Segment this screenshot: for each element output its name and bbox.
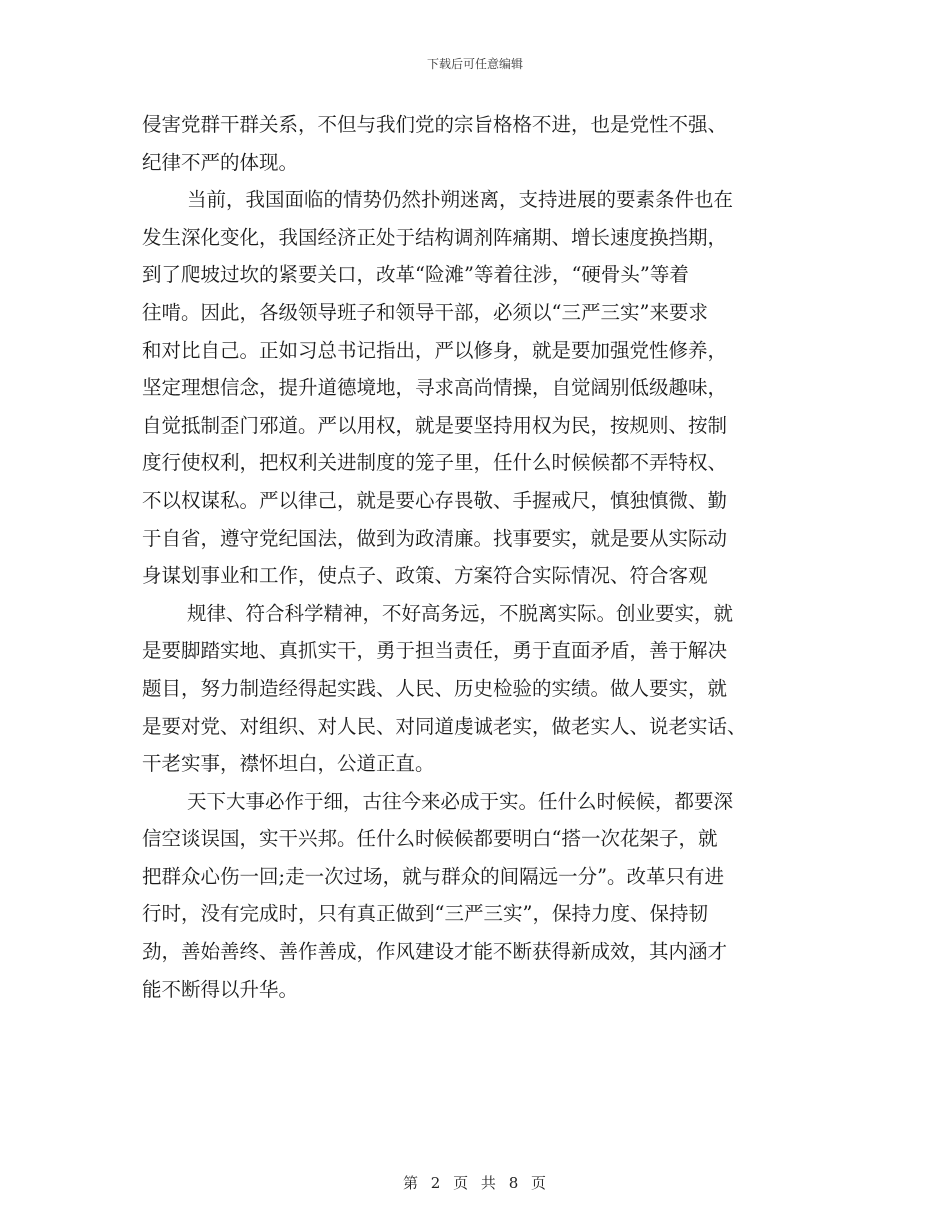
document-body bbox=[142, 106, 810, 1008]
text-line: 行时，没有完成时，只有真正做到“三严三实”，保持力度、保持韧 bbox=[142, 902, 708, 926]
text-line: 自觉抵制歪门邪道。严以用权，就是要坚持用权为民，按规则、按制 bbox=[142, 413, 728, 437]
text-line: 纪律不严的体现。 bbox=[142, 150, 299, 174]
page-header: 下载后可任意编辑 bbox=[426, 57, 523, 71]
text-line: 坚定理想信念，提升道德境地，寻求高尚情操，自觉阔别低级趣味， bbox=[142, 376, 728, 400]
text-line: 信空谈误国，实干兴邦。任什么时候候都要明白“搭一次花架子，就 bbox=[142, 827, 718, 851]
footer-word-ye: 页 bbox=[453, 1174, 470, 1192]
text-line: 和对比自己。正如习总书记指出，严以修身，就是要加强党性修养， bbox=[142, 338, 728, 362]
text-line: 题目，努力制造经得起实践、人民、历史检验的实绩。做人要实，就 bbox=[142, 676, 728, 700]
text-line: 规律、符合科学精神，不好高务远，不脱离实际。创业要实，就 bbox=[187, 601, 734, 625]
footer-word-di: 第 bbox=[402, 1174, 419, 1192]
text-line: 往啃。因此，各级领导班子和领导干部，必须以“三严三实”来要求 bbox=[142, 300, 708, 324]
text-line: 侵害党群干群关系，不但与我们党的宗旨格格不进，也是党性不强、 bbox=[142, 113, 728, 136]
text-line: 干老实事，襟怀坦白，公道正直。 bbox=[142, 752, 435, 776]
footer-word-gong: 共 bbox=[480, 1174, 497, 1192]
text-line: 当前，我国面临的情势仍然扑朔迷离，支持进展的要素条件也在 bbox=[187, 188, 734, 212]
text-line: 能不断得以升华。 bbox=[142, 977, 299, 1001]
text-line: 发生深化变化，我国经济正处于结构调剂阵痛期、增长速度换挡期， bbox=[142, 225, 728, 249]
footer-word-ye-2: 页 bbox=[531, 1174, 548, 1192]
page-footer bbox=[0, 1172, 950, 1193]
text-line: 天下大事必作于细，古往今来必成于实。任什么时候候，都要深 bbox=[187, 789, 734, 813]
text-line: 身谋划事业和工作，使点子、政策、方案符合实际情况、符合客观 bbox=[142, 564, 708, 588]
text-line: 是要脚踏实地、真抓实干，勇于担当责任，勇于直面矛盾，善于解决 bbox=[142, 639, 728, 663]
text-line: 劲，善始善终、善作善成，作风建设才能不断获得新成效，其内涵才 bbox=[142, 940, 728, 964]
text-line: 把群众心伤一回;走一次过场，就与群众的间隔远一分”。改革只有进 bbox=[142, 864, 725, 888]
text-line: 不以权谋私。严以律己，就是要心存畏敬、手握戒尺，慎独慎微、勤 bbox=[142, 488, 728, 512]
text-line: 到了爬坡过坎的紧要关口，改革“险滩”等着往涉，“硬骨头”等着 bbox=[142, 263, 689, 287]
text-line: 是要对党、对组织、对人民、对同道虔诚老实，做老实人、说老实话、 bbox=[142, 714, 747, 738]
text-line: 于自省，遵守党纪国法，做到为政清廉。找事要实，就是要从实际动 bbox=[142, 526, 728, 550]
text-line: 度行使权利，把权利关进制度的笼子里，任什么时候候都不弄特权、 bbox=[142, 451, 728, 475]
footer-page-number: 2 bbox=[430, 1174, 442, 1192]
footer-total-pages: 8 bbox=[508, 1174, 520, 1192]
